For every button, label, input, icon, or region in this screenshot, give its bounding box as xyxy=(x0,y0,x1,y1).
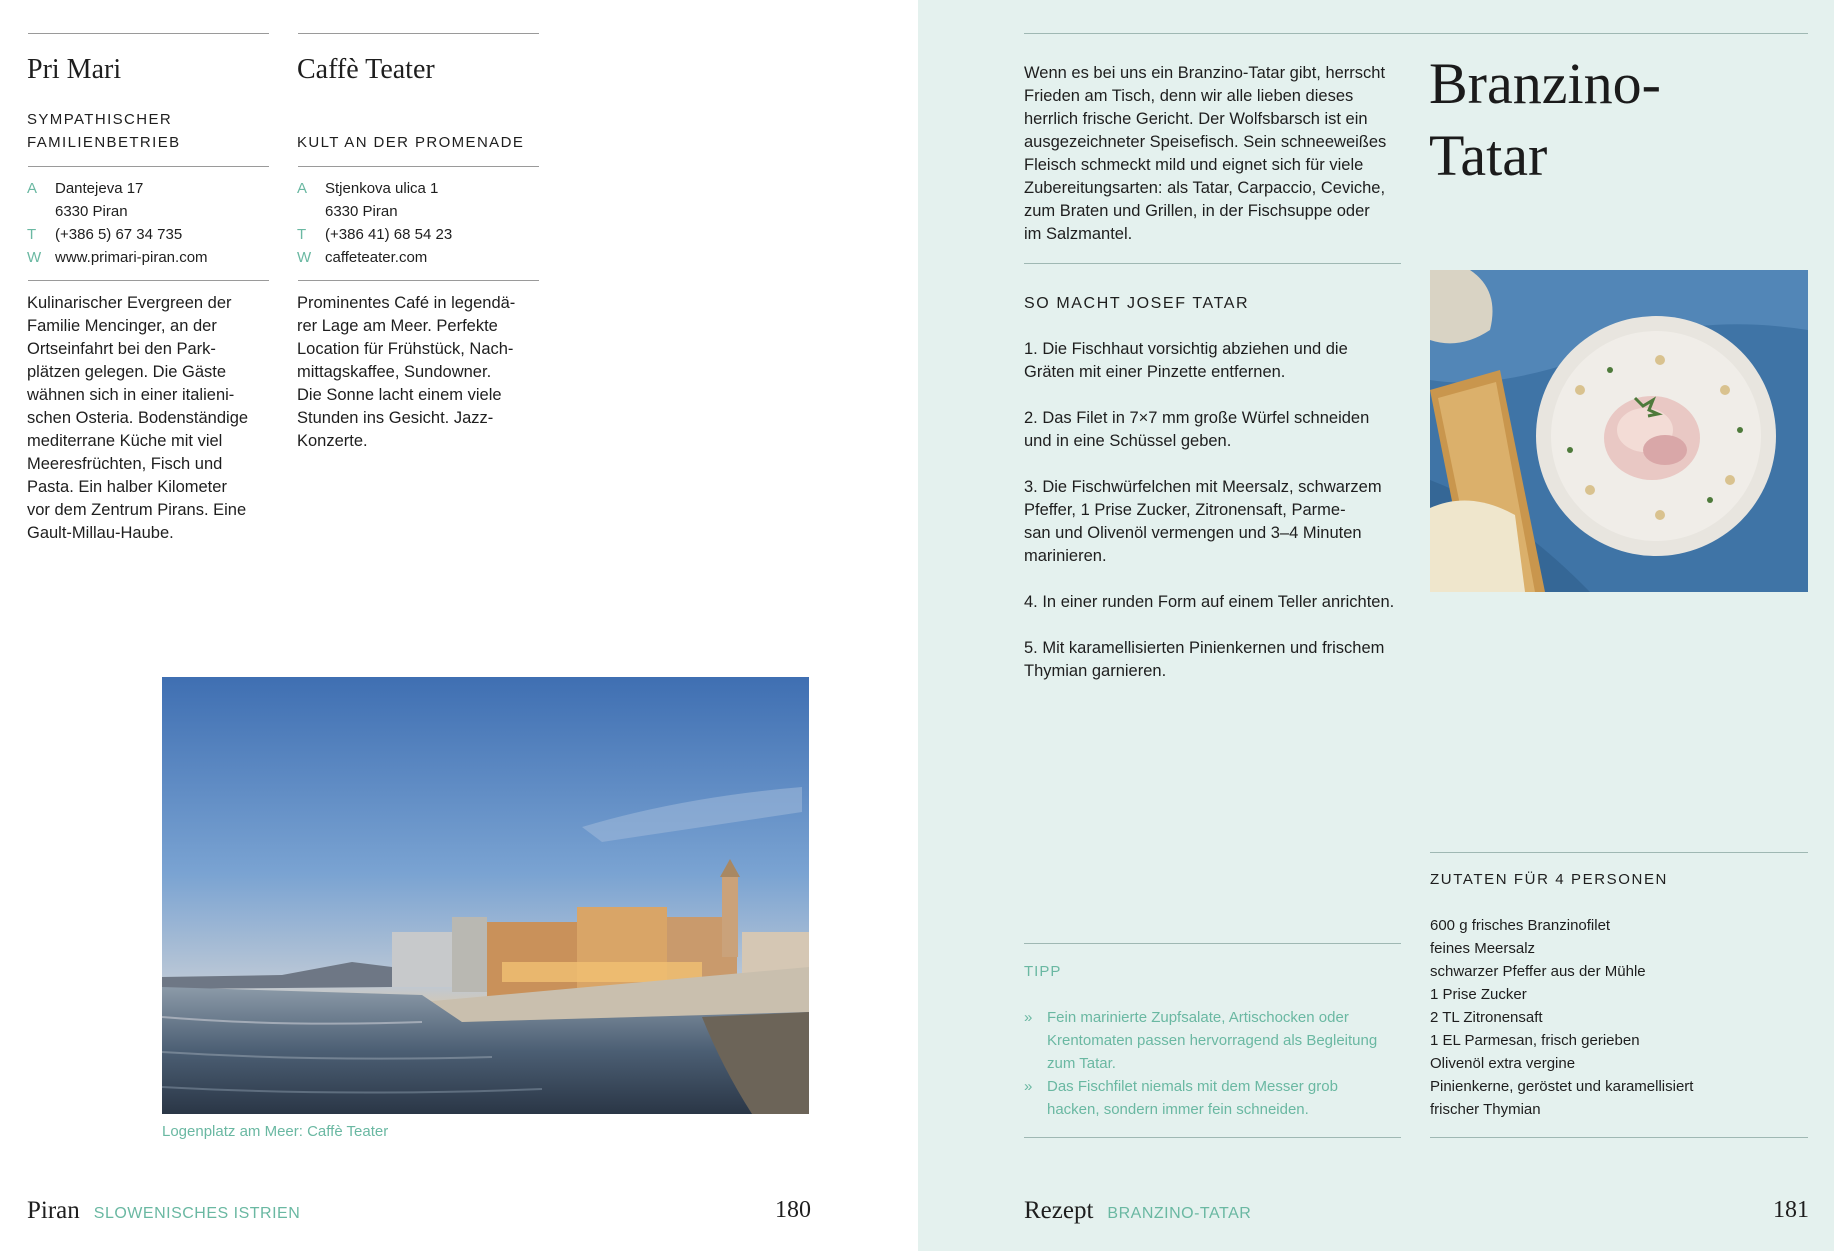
method-steps xyxy=(1024,338,1419,706)
address-row xyxy=(297,177,542,200)
address-key: A xyxy=(27,180,38,197)
address-key: A xyxy=(297,180,308,197)
contact-block xyxy=(27,177,272,269)
divider xyxy=(28,166,269,167)
venue-description: Kulinarischer Evergreen der Familie Mencinger, an der Ortseinfahrt bei den Park- plätzen gelegen. Die Gäste wähnen sich in einer italieni- schen Osteria. Bodenständige mediterrane Küche mit viel Meeresfrüchten, Fisch und Pasta. Ein halber Kilometer vor dem Zentrum Pirans. Eine Gault-Millau-Haube. xyxy=(27,294,249,542)
phone-row xyxy=(297,223,542,246)
step-item: 4. In einer runden Form auf einem Teller anrichten. xyxy=(1024,593,1395,611)
divider xyxy=(1024,1137,1401,1138)
address-line: 6330 Piran xyxy=(325,203,398,220)
footer-subtitle: SLOWENISCHES ISTRIEN xyxy=(93,1205,301,1222)
ingredient-item: 2 TL Zitronensaft xyxy=(1430,1009,1543,1026)
website-link[interactable]: caffeteater.com xyxy=(325,249,428,266)
phone-number[interactable]: (+386 5) 67 34 735 xyxy=(55,226,183,243)
ingredient-item: Olivenöl extra vergine xyxy=(1430,1055,1576,1072)
divider xyxy=(1024,33,1808,34)
recipe-intro: Wenn es bei uns ein Branzino-Tatar gibt, herrscht Frieden am Tisch, denn wir alle lieben dieses herrlich frische Gericht. Der Wolfsbarsch ist ein ausgezeichneter Speisefisch. Sein schneeweißes Fleisch schmeckt mild und eignet sich für viele Zubereitungsarten: als Tatar, Carpaccio, Ceviche, zum Braten und Grillen, in der Fischsuppe oder im Salzmantel. xyxy=(1024,64,1387,243)
harbour-photo xyxy=(162,677,809,1114)
footer-title: Piran xyxy=(27,1197,80,1224)
tip-heading: TIPP xyxy=(1024,963,1062,980)
tip-list xyxy=(1024,1006,1404,1121)
step-item: 1. Die Fischhaut vorsichtig abziehen und die Gräten mit einer Pinzette entfernen. xyxy=(1024,340,1348,381)
venue-name: Caffè Teater xyxy=(297,54,435,85)
divider xyxy=(28,33,269,34)
tip-item: » Das Fischfilet niemals mit dem Messer grob hacken, sondern immer fein schneiden. xyxy=(1024,1075,1404,1121)
step-item: 2. Das Filet in 7×7 mm große Würfel schneiden und in eine Schüssel geben. xyxy=(1024,409,1370,450)
divider xyxy=(28,280,269,281)
recipe-title: Branzino- Tatar xyxy=(1429,51,1661,188)
page-footer xyxy=(1024,1196,1251,1226)
address-line: Stjenkova ulica 1 xyxy=(325,180,439,197)
phone-key: T xyxy=(27,226,37,243)
divider xyxy=(1430,852,1808,853)
phone-key: T xyxy=(297,226,307,243)
venue-description: Prominentes Café in legendä- rer Lage am Meer. Perfekte Location für Frühstück, Nach- mittagskaffee, Sundowner. Die Sonne lacht einem viele Stunden ins Gesicht. Jazz- Konzerte. xyxy=(297,294,516,450)
address-line: 6330 Piran xyxy=(55,203,128,220)
chevron-right-icon: » xyxy=(1024,1078,1033,1095)
divider xyxy=(298,33,539,34)
contact-block xyxy=(297,177,542,269)
ingredient-item: 1 Prise Zucker xyxy=(1430,986,1527,1003)
web-key: W xyxy=(297,249,312,266)
ingredients-heading: ZUTATEN FÜR 4 PERSONEN xyxy=(1430,871,1668,888)
ingredient-item: feines Meersalz xyxy=(1430,940,1536,957)
footer-subtitle: BRANZINO-TATAR xyxy=(1107,1205,1252,1222)
web-row xyxy=(27,246,272,269)
divider xyxy=(1430,1137,1808,1138)
phone-row xyxy=(27,223,272,246)
ingredient-item: Pinienkerne, geröstet und karamellisiert xyxy=(1430,1078,1694,1095)
venue-name: Pri Mari xyxy=(27,54,122,85)
web-key: W xyxy=(27,249,42,266)
address-row xyxy=(27,177,272,200)
ingredient-item: schwarzer Pfeffer aus der Mühle xyxy=(1430,963,1646,980)
divider xyxy=(298,280,539,281)
divider xyxy=(298,166,539,167)
right-page xyxy=(918,0,1834,1251)
phone-number[interactable]: (+386 41) 68 54 23 xyxy=(325,226,453,243)
venue-tagline: KULT AN DER PROMENADE xyxy=(297,134,525,151)
divider xyxy=(1024,263,1401,264)
step-item: 3. Die Fischwürfelchen mit Meersalz, schwarzem Pfeffer, 1 Prise Zucker, Zitronensaft, Parme- san und Olivenöl vermengen und 3–4 Minuten marinieren. xyxy=(1024,478,1382,565)
ingredient-item: 600 g frisches Branzinofilet xyxy=(1430,917,1611,934)
page-footer xyxy=(27,1196,300,1226)
page-number: 180 xyxy=(775,1197,811,1223)
method-heading: SO MACHT JOSEF TATAR xyxy=(1024,295,1250,312)
website-link[interactable]: www.primari-piran.com xyxy=(55,249,208,266)
photo-caption: Logenplatz am Meer: Caffè Teater xyxy=(162,1123,389,1140)
chevron-right-icon: » xyxy=(1024,1009,1033,1026)
address-line: Dantejeva 17 xyxy=(55,180,144,197)
footer-title: Rezept xyxy=(1024,1197,1094,1224)
step-item: 5. Mit karamellisierten Pinienkernen und frischem Thymian garnieren. xyxy=(1024,639,1385,680)
ingredients-list xyxy=(1430,914,1808,1121)
ingredient-item: frischer Thymian xyxy=(1430,1101,1541,1118)
tip-item: » Fein marinierte Zupfsalate, Artischocken oder Krentomaten passen hervorragend als Begleitung zum Tatar. xyxy=(1024,1006,1404,1075)
ingredient-item: 1 EL Parmesan, frisch gerieben xyxy=(1430,1032,1640,1049)
page-number: 181 xyxy=(1773,1197,1809,1223)
dish-photo xyxy=(1430,270,1808,592)
web-row xyxy=(297,246,542,269)
venue-tagline: SYMPATHISCHER FAMILIENBETRIEB xyxy=(27,111,181,151)
divider xyxy=(1024,943,1401,944)
